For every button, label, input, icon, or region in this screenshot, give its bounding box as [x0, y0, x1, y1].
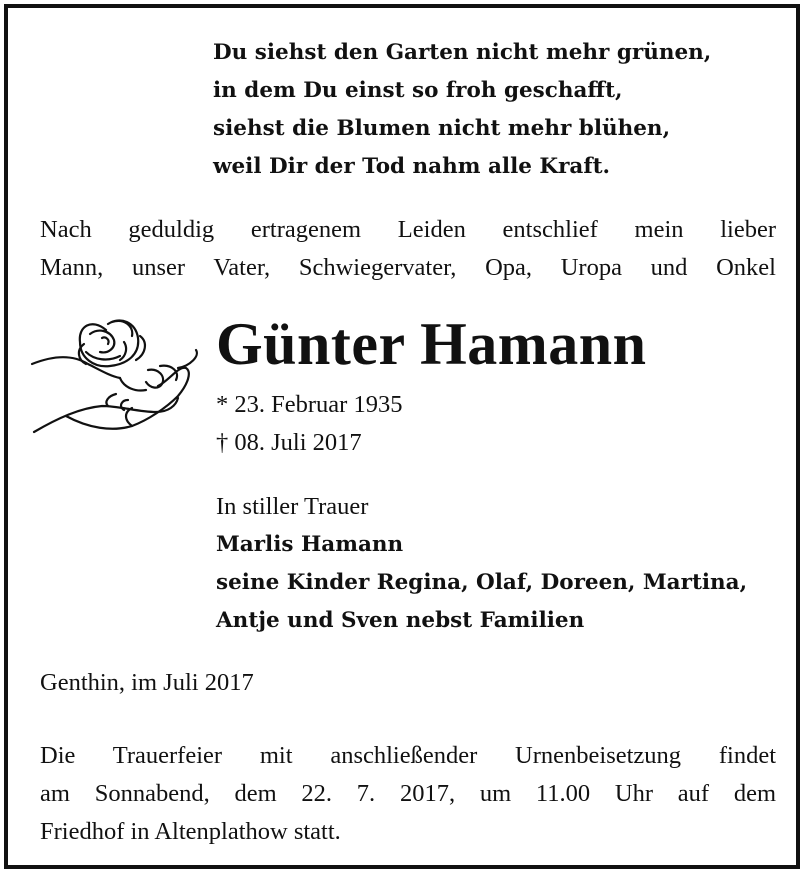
mourners-block	[216, 488, 747, 640]
obituary-notice	[4, 4, 800, 869]
poem	[213, 34, 711, 186]
intro-line: Nach geduldig ertragenem Leiden entschlief mein lieber	[40, 216, 776, 243]
ceremony-line: Friedhof in Altenplathow statt.	[40, 818, 341, 845]
ceremony-line: am Sonnabend, dem 22. 7. 2017, um 11.00 Uhr auf dem	[40, 780, 776, 807]
poem-line: Du siehst den Garten nicht mehr grünen,	[213, 40, 712, 65]
life-dates	[216, 386, 402, 462]
poem-line: weil Dir der Tod nahm alle Kraft.	[213, 154, 611, 179]
mourner-line: Antje und Sven nebst Familien	[216, 608, 585, 633]
poem-line: siehst die Blumen nicht mehr blühen,	[213, 116, 671, 141]
ceremony-text	[40, 737, 776, 851]
intro-line: Mann, unser Vater, Schwiegervater, Opa, Uropa und Onkel	[40, 254, 776, 281]
death-date: † 08. Juli 2017	[216, 429, 362, 456]
mourner-line: seine Kinder Regina, Olaf, Doreen, Martina,	[216, 570, 748, 595]
intro-text	[40, 211, 776, 287]
ceremony-line: Die Trauerfeier mit anschließender Urnenbeisetzung findet	[40, 742, 776, 769]
mourner-line: Marlis Hamann	[216, 532, 404, 557]
place-date: Genthin, im Juli 2017	[40, 669, 254, 696]
birth-date: * 23. Februar 1935	[216, 391, 403, 418]
poem-line: in dem Du einst so froh geschafft,	[213, 78, 623, 103]
rose-in-hands-icon	[28, 308, 204, 444]
mourning-heading: In stiller Trauer	[216, 493, 369, 520]
deceased-name: Günter Hamann	[216, 311, 647, 377]
